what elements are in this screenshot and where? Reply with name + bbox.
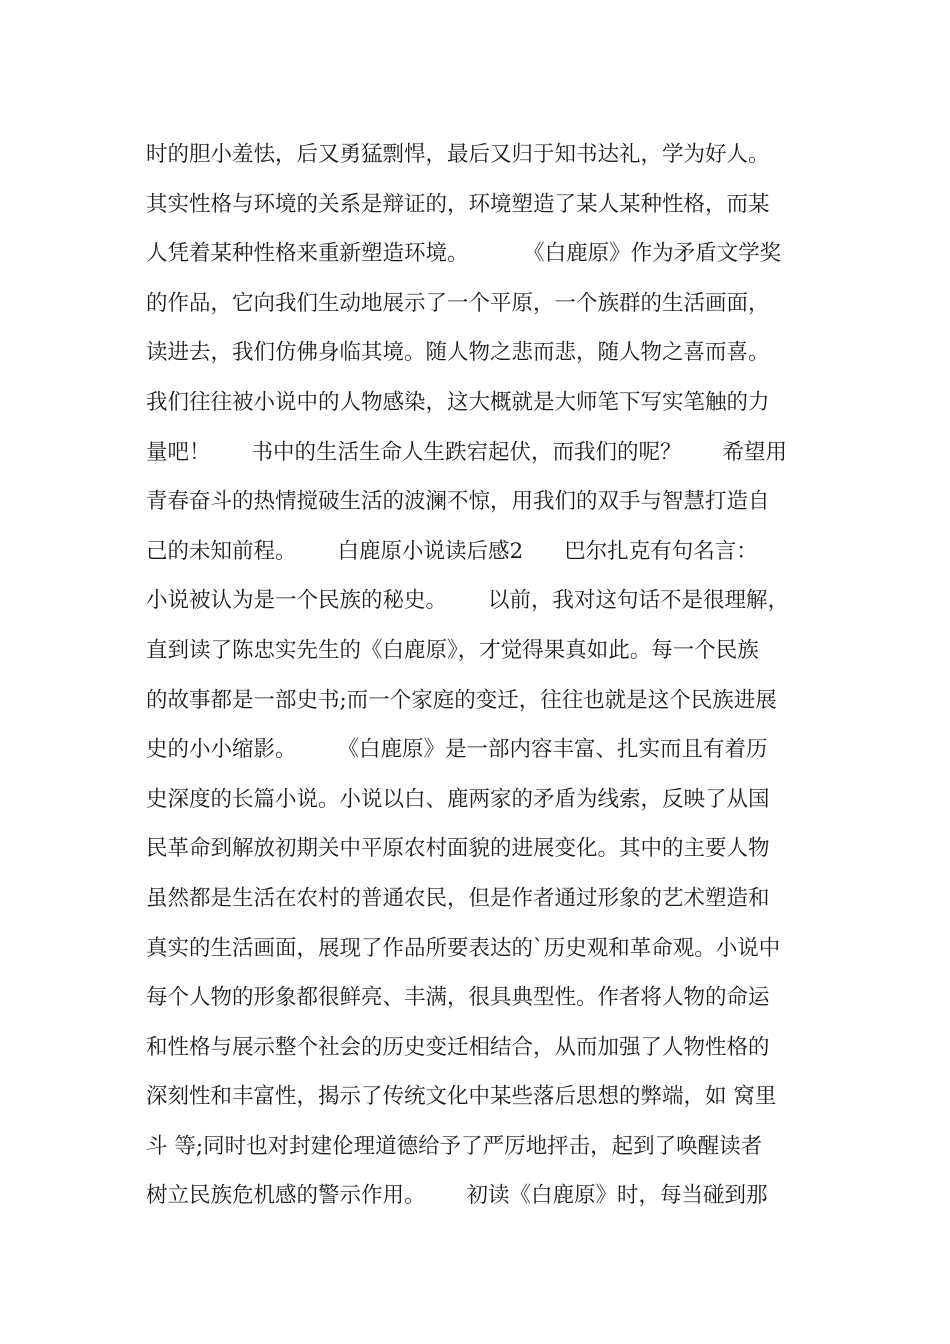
text-line: 虽然都是生活在农村的普通农民，但是作者通过形象的艺术塑造和 xyxy=(146,885,770,911)
text-line: 每个人物的形象都很鲜亮、丰满，很具典型性。作者将人物的命运 xyxy=(146,985,770,1011)
text-line: 的作品，它向我们生动地展示了一个平原，一个族群的生活画面， xyxy=(146,290,770,316)
text-line: 树立民族危机感的警示作用。 初读《白鹿原》时，每当碰到那 xyxy=(146,1183,768,1209)
text-line: 直到读了陈忠实先生的《白鹿原》，才觉得果真如此。每一个民族 xyxy=(146,637,759,663)
body-text xyxy=(146,130,836,1221)
text-line: 青春奋斗的热情搅破生活的波澜不惊，用我们的双手与智慧打造自 xyxy=(146,489,770,515)
text-line: 史深度的长篇小说。小说以白、鹿两家的矛盾为线索，反映了从国 xyxy=(146,786,770,812)
text-line: 时的胆小羞怯，后又勇猛剽悍，最后又归于知书达礼，学为好人。 xyxy=(146,142,770,167)
text-line: 民革命到解放初期关中平原农村面貌的进展变化。其中的主要人物 xyxy=(146,836,770,862)
text-line: 的故事都是一部史书;而一个家庭的变迁，往往也就是这个民族进展 xyxy=(146,687,777,713)
text-line: 小说被认为是一个民族的秘史。 以前，我对这句话不是很理解， xyxy=(146,588,790,614)
text-line: 读进去，我们仿佛身临其境。随人物之悲而悲，随人物之喜而喜。 xyxy=(146,340,770,366)
text-line: 和性格与展示整个社会的历史变迁相结合，从而加强了人物性格的 xyxy=(146,1034,770,1060)
text-line: 其实性格与环境的关系是辩证的，环境塑造了某人某种性格，而某 xyxy=(146,191,770,217)
text-line: 己的未知前程。 白鹿原小说读后感2 巴尔扎克有句名言： xyxy=(146,538,758,564)
text-line: 史的小小缩影。 《白鹿原》是一部内容丰富、扎实而且有着历 xyxy=(146,737,768,763)
text-line: 我们往往被小说中的人物感染，这大概就是大师笔下写实笔触的力 xyxy=(146,389,770,415)
text-line: 人凭着某种性格来重新塑造环境。 《白鹿原》作为矛盾文学奖 xyxy=(146,241,782,267)
text-line: 量吧！ 书中的生活生命人生跌宕起伏，而我们的呢？ 希望用 xyxy=(146,439,788,465)
text-line: 斗 等;同时也对封建伦理道德给予了严厉地抨击，起到了唤醒读者 xyxy=(146,1133,763,1159)
text-line: 深刻性和丰富性，揭示了传统文化中某些落后思想的弊端，如 窝里 xyxy=(146,1084,777,1110)
text-line: 真实的生活画面，展现了作品所要表达的`历史观和革命观。小说中 xyxy=(146,935,781,961)
